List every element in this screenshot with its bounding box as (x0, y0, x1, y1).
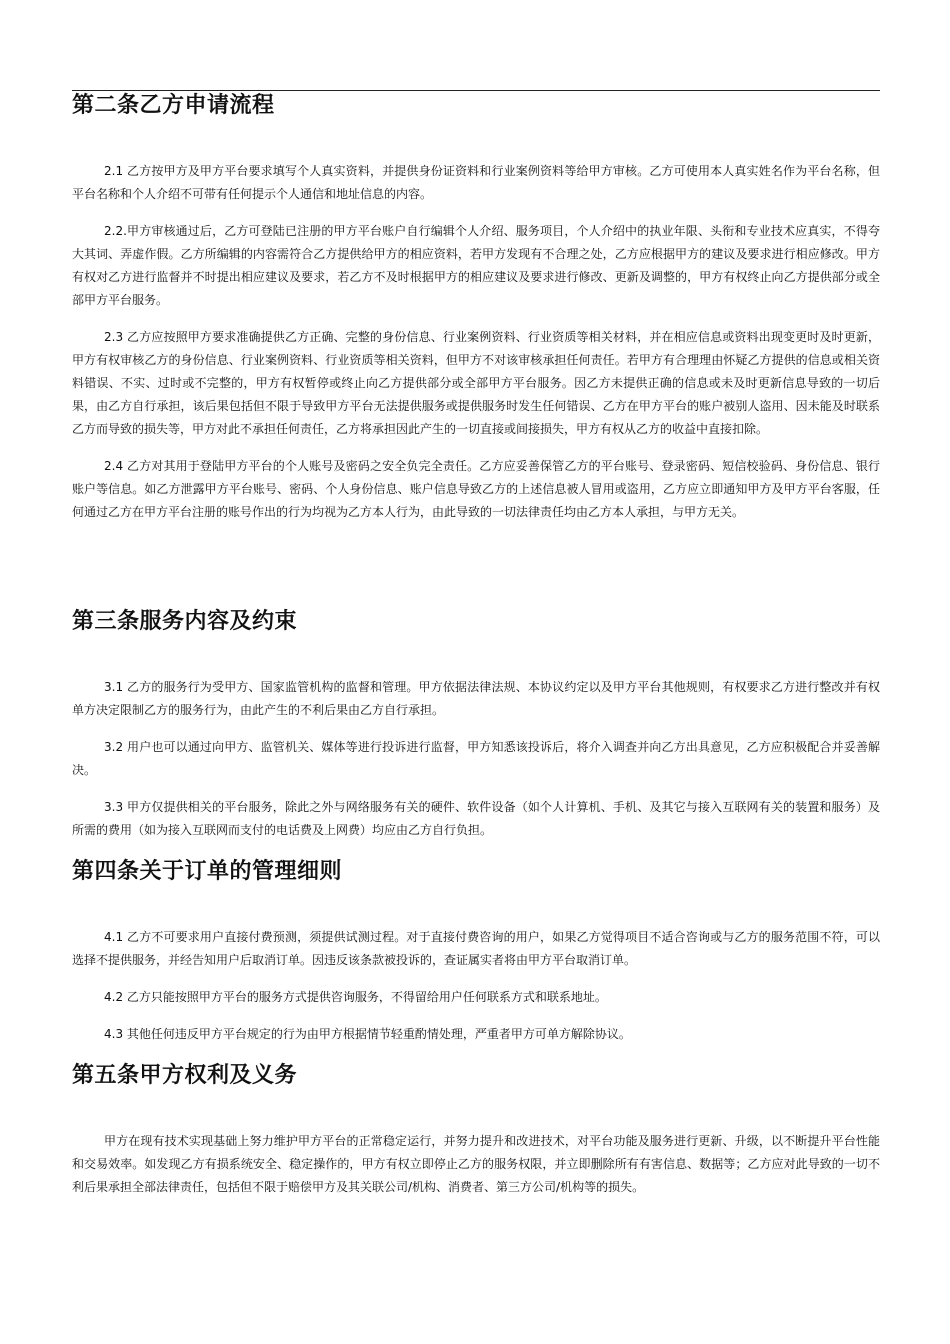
paragraph: 3.1 乙方的服务行为受甲方、国家监管机构的监督和管理。甲方依据法律法规、本协议约定以及甲方平台其他规则，有权要求乙方进行整改并有权单方决定限制乙方的服务行为，由此产生的不利后果由乙方自行承担。 (72, 680, 880, 717)
section-article-4 (72, 858, 880, 1046)
paragraph: 4.2 乙方只能按照甲方平台的服务方式提供咨询服务，不得留给用户任何联系方式和联系地址。 (104, 990, 607, 1004)
section-title: 第五条甲方权利及义务 (72, 1063, 298, 1088)
paragraph: 2.2.甲方审核通过后，乙方可登陆已注册的甲方平台账户自行编辑个人介绍、服务项目，个人介绍中的执业年限、头衔和专业技术应真实，不得夸大其词、弄虚作假。乙方所编辑的内容需符合乙方提供给甲方的相应资料，若甲方发现有不合理之处，乙方应根据甲方的建议及要求进行相应修改。甲方有权对乙方进行监督并不时提出相应建议及要求，若乙方不及时根据甲方的相应建议及要求进行修改、更新及调整的，甲方有权终止向乙方提供部分或全部甲方平台服务。 (72, 224, 880, 307)
paragraph: 4.3 其他任何违反甲方平台规定的行为由甲方根据情节轻重酌情处理，严重者甲方可单方解除协议。 (104, 1027, 631, 1041)
section-title: 第二条乙方申请流程 (72, 93, 275, 118)
section-article-3 (72, 608, 880, 842)
section-title: 第三条服务内容及约束 (72, 609, 298, 634)
paragraph: 3.3 甲方仅提供相关的平台服务，除此之外与网络服务有关的硬件、软件设备（如个人计算机、手机、及其它与接入互联网有关的装置和服务）及所需的费用（如为接入互联网而支付的电话费及上网费）均应由乙方自行负担。 (72, 800, 880, 837)
paragraph: 2.3 乙方应按照甲方要求准确提供乙方正确、完整的身份信息、行业案例资料、行业资质等相关材料，并在相应信息或资料出现变更时及时更新，甲方有权审核乙方的身份信息、行业案例资料、行业资质等相关资料，但甲方不对该审核承担任何责任。若甲方有合理理由怀疑乙方提供的信息或相关资料错误、不实、过时或不完整的，甲方有权暂停或终止向乙方提供部分或全部甲方平台服务。因乙方未提供正确的信息或未及时更新信息导致的一切后果，由乙方自行承担，该后果包括但不限于导致甲方平台无法提供服务或提供服务时发生任何错误、乙方在甲方平台的账户被别人盗用、因未能及时联系乙方而导致的损失等，甲方对此不承担任何责任，乙方将承担因此产生的一切直接或间接损失，甲方有权从乙方的收益中直接扣除。 (72, 330, 880, 436)
paragraph: 3.2 用户也可以通过向甲方、监管机关、媒体等进行投诉进行监督，甲方知悉该投诉后，将介入调查并向乙方出具意见，乙方应积极配合并妥善解决。 (72, 740, 880, 777)
section-title: 第四条关于订单的管理细则 (72, 859, 343, 884)
paragraph: 2.1 乙方按甲方及甲方平台要求填写个人真实资料，并提供身份证资料和行业案例资料等给甲方审核。乙方可使用本人真实姓名作为平台名称，但平台名称和个人介绍不可带有任何提示个人通信和地址信息的内容。 (72, 164, 880, 201)
paragraph: 2.4 乙方对其用于登陆甲方平台的个人账号及密码之安全负完全责任。乙方应妥善保管乙方的平台账号、登录密码、短信校验码、身份信息、银行账户等信息。如乙方泄露甲方平台账号、密码、个人身份信息、账户信息导致乙方的上述信息被人冒用或盗用，乙方应立即通知甲方及甲方平台客服，任何通过乙方在甲方平台注册的账号作出的行为均视为乙方本人行为，由此导致的一切法律责任均由乙方本人承担，与甲方无关。 (72, 459, 880, 519)
section-article-5 (72, 1062, 880, 1199)
section-article-2 (72, 92, 880, 524)
paragraph: 甲方在现有技术实现基础上努力维护甲方平台的正常稳定运行，并努力提升和改进技术，对平台功能及服务进行更新、升级，以不断提升平台性能和交易效率。如发现乙方有损系统安全、稳定操作的，甲方有权立即停止乙方的服务权限，并立即删除所有有害信息、数据等；乙方应对此导致的一切不利后果承担全部法律责任，包括但不限于赔偿甲方及其关联公司/机构、消费者、第三方公司/机构等的损失。 (72, 1134, 880, 1194)
paragraph: 4.1 乙方不可要求用户直接付费预测，须提供试测过程。对于直接付费咨询的用户，如果乙方觉得项目不适合咨询或与乙方的服务范围不符，可以选择不提供服务，并经告知用户后取消订单。因违反该条款被投诉的，查证属实者将由甲方平台取消订单。 (72, 930, 880, 967)
header-rule (72, 90, 880, 91)
